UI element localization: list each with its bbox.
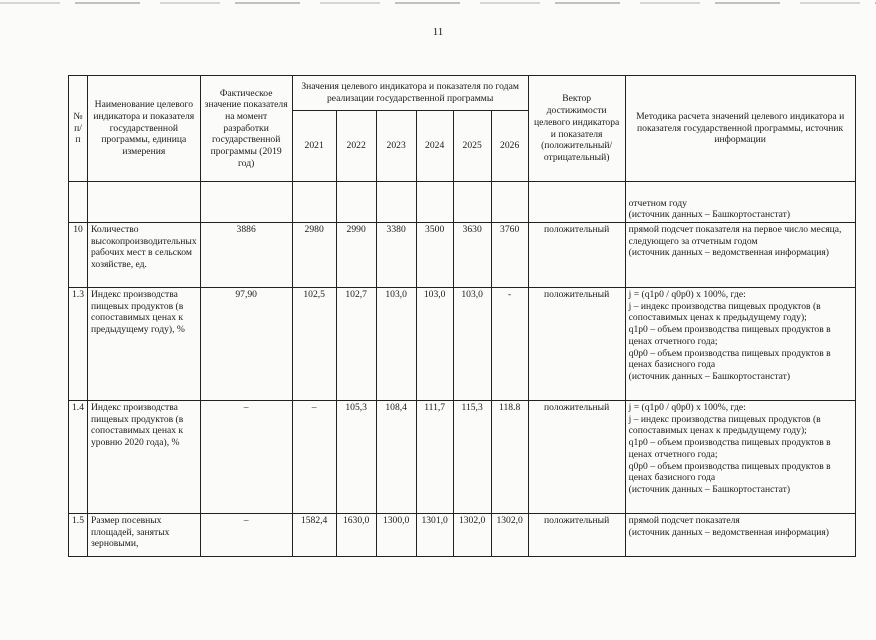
scan-top-edge [0,2,876,4]
header-year: 2023 [376,111,416,182]
header-year: 2021 [292,111,336,182]
cell-name [88,182,201,223]
cell-actual: – [200,514,292,557]
cell-method: прямой подсчет показателя на первое число месяца, следующего за отчетным годом (источник данных – ведомственная информация) [625,223,855,288]
cell-value: 2990 [336,223,376,288]
cell-value: - [491,288,528,401]
page-number: 11 [432,26,444,38]
header-values-group: Значения целевого индикатора и показателя по годам реализации государственной программы [292,76,528,111]
cell-value: 1300,0 [376,514,416,557]
cell-method: отчетном году (источник данных – Башкортостанстат) [625,182,855,223]
cell-method: j = (q1p0 / q0p0) x 100%, где: j – индекс производства пищевых продуктов (в сопоставимых ценах к предыдущему году); q1p0 – объем производства пищевых продуктов в ценах отчетного года; q0p0 – объем производства пищевых продуктов в ценах базисного года (источник данных – Башкортостанстат) [625,288,855,401]
indicator-table [68,75,856,557]
header-num: № п/п [69,76,88,182]
cell-value: 1301,0 [416,514,453,557]
cell-value: – [292,401,336,514]
header-year: 2026 [491,111,528,182]
cell-value: 108,4 [376,401,416,514]
header-name: Наименование целевого индикатора и показателя государственной программы, единица измерения [88,76,201,182]
cell-actual: 3886 [200,223,292,288]
cell-value: 102,5 [292,288,336,401]
cell-value: 3760 [491,223,528,288]
cell-value: 102,7 [336,288,376,401]
cell-vector [528,182,625,223]
cell-vector: положительный [528,223,625,288]
cell-num [69,182,88,223]
cell-value: 115,3 [453,401,491,514]
cell-value: 103,0 [453,288,491,401]
cell-value: 3630 [453,223,491,288]
cell-num: 1.5 [69,514,88,557]
table-row [69,223,856,288]
header-year: 2024 [416,111,453,182]
cell-name: Индекс производства пищевых продуктов (в сопоставимых ценах к предыдущему году), % [88,288,201,401]
cell-method: j = (q1p0 / q0p0) x 100%, где: j – индекс производства пищевых продуктов (в сопоставимых ценах к предыдущему году); q1p0 – объем производства пищевых продуктов в ценах отчетного года; q0p0 – объем производства пищевых продуктов в ценах базисного года (источник данных – Башкортостанстат) [625,401,855,514]
cell-value: 3500 [416,223,453,288]
table-row [69,514,856,557]
cell-vector: положительный [528,514,625,557]
cell-name: Размер посевных площадей, занятых зерновыми, [88,514,201,557]
cell-value: 1302,0 [453,514,491,557]
header-vector: Вектор достижимости целевого индикатора и показателя (положительный/ отрицательный) [528,76,625,182]
cell-value: 111,7 [416,401,453,514]
cell-value [416,182,453,223]
cell-value [292,182,336,223]
table-header [69,76,856,182]
cell-value [453,182,491,223]
cell-value: 103,0 [416,288,453,401]
cell-actual: – [200,401,292,514]
table-row [69,288,856,401]
cell-vector: положительный [528,288,625,401]
table-row [69,401,856,514]
cell-value: 1630,0 [336,514,376,557]
cell-value: 2980 [292,223,336,288]
cell-num: 1.3 [69,288,88,401]
cell-value: 1302,0 [491,514,528,557]
cell-value [336,182,376,223]
cell-num: 10 [69,223,88,288]
header-actual: Фактическое значение показателя на момент разработки государственной программы (2019 год) [200,76,292,182]
cell-value [376,182,416,223]
header-year: 2022 [336,111,376,182]
cell-value: 1582,4 [292,514,336,557]
cell-name: Количество высокопроизводительных рабочих мест в сельском хозяйстве, ед. [88,223,201,288]
table-row [69,182,856,223]
cell-num: 1.4 [69,401,88,514]
table-body [69,182,856,557]
cell-value [491,182,528,223]
cell-actual [200,182,292,223]
cell-vector: положительный [528,401,625,514]
cell-value: 103,0 [376,288,416,401]
cell-value: 105,3 [336,401,376,514]
cell-actual: 97,90 [200,288,292,401]
header-year: 2025 [453,111,491,182]
cell-method: прямой подсчет показателя (источник данных – ведомственная информация) [625,514,855,557]
cell-value: 118.8 [491,401,528,514]
cell-value: 3380 [376,223,416,288]
cell-name: Индекс производства пищевых продуктов (в сопоставимых ценах к уровню 2020 года), % [88,401,201,514]
header-method: Методика расчета значений целевого индикатора и показателя государственной программы, источник информации [625,76,855,182]
